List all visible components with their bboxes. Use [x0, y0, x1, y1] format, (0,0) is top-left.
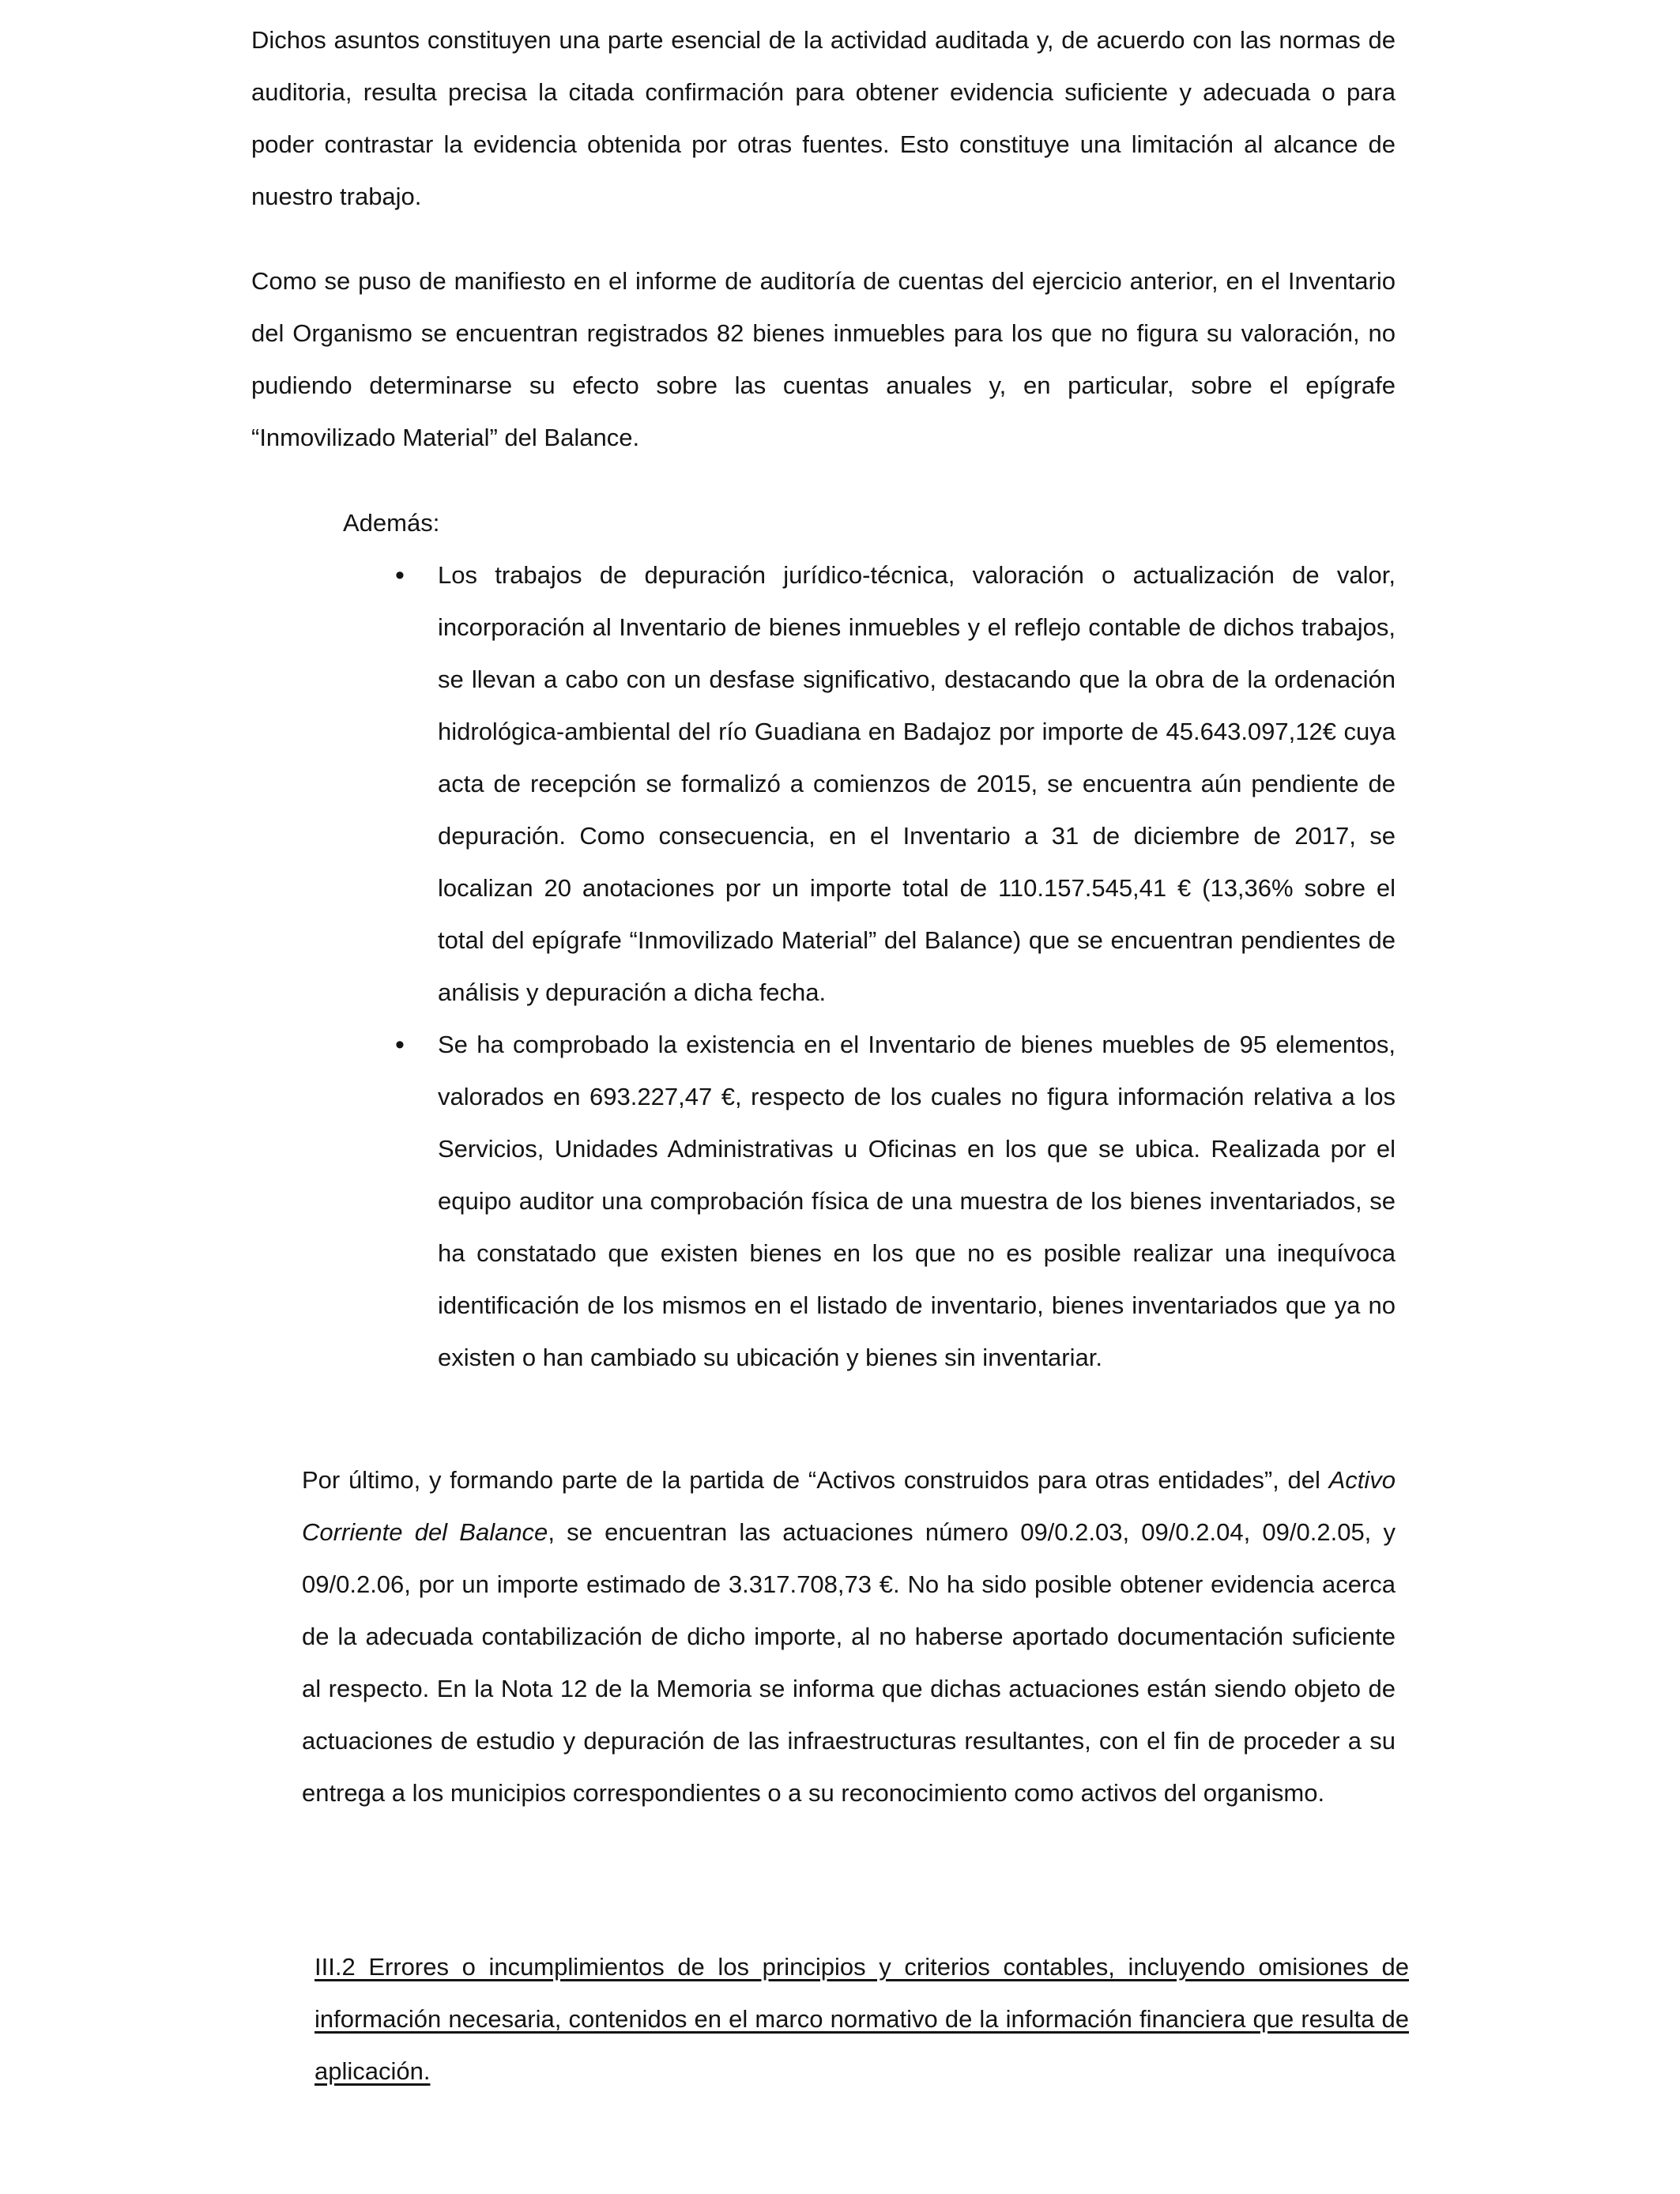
paragraph-text: , se encuentran las actuaciones número 09/0.2.03, 09/0.2.04, 09/0.2.05, y 09/0.2.06, por un importe estimado de 3.317.708,73 €. No ha sido posible obtener evidencia acerca de la adecuada contabilización de dicho importe, al no haberse aportado documentación suficiente al respecto. En la Nota 12 de la Memoria se informa que dichas actuaciones están siendo objeto de actuaciones de estudio y depuración de las infraestructuras resultantes, con el fin de proceder a su entrega a los municipios correspondientes o a su reconocimiento como activos del organismo.	[302, 1518, 1396, 1807]
list-item-text: Se ha comprobado la existencia en el Inventario de bienes muebles de 95 elementos, valorados en 693.227,47 €, respecto de los cuales no figura información relativa a los Servicios, Unidades Administrativas u Oficinas en los que se ubica. Realizada por el equipo auditor una comprobación física de una muestra de los bienes inventariados, se ha constatado que existen bienes en los que no es posible realizar una inequívoca identificación de los mismos en el listado de inventario, bienes inventariados que ya no existen o han cambiado su ubicación y bienes sin inventariar.	[438, 1031, 1396, 1371]
list-item-text: Los trabajos de depuración jurídico-técnica, valoración o actualización de valor, incorporación al Inventario de bienes inmuebles y el reflejo contable de dichos trabajos, se llevan a cabo con un desfase significativo, destacando que la obra de la ordenación hidrológica-ambiental del río Guadiana en Badajoz por importe de 45.643.097,12€ cuya acta de recepción se formalizó a comienzos de 2015, se encuentra aún pendiente de depuración. Como consecuencia, en el Inventario a 31 de diciembre de 2017, se localizan 20 anotaciones por un importe total de 110.157.545,41 € (13,36% sobre el total del epígrafe “Inmovilizado Material” del Balance) que se encuentran pendientes de análisis y depuración a dicha fecha.	[438, 561, 1396, 1006]
list-item-depuracion	[387, 549, 1396, 1019]
paragraph-text: Por último, y formando parte de la partida de “Activos construidos para otras entidades”, del	[302, 1466, 1329, 1494]
paragraph-activos-construidos	[302, 1454, 1396, 1819]
findings-list	[387, 549, 1396, 1384]
list-item-bienes-muebles	[387, 1019, 1396, 1384]
bullet-icon: •	[395, 560, 405, 590]
section-heading: III.2 Errores o incumplimientos de los principios y criterios contables, incluyendo omisiones de información necesaria, contenidos en el marco normativo de la información financiera que resulta de aplicación.	[315, 1953, 1409, 2085]
paragraph-audit-limitation: Dichos asuntos constituyen una parte esencial de la actividad auditada y, de acuerdo con las normas de auditoria, resulta precisa la citada confirmación para obtener evidencia suficiente y adecuada o para poder contrastar la evidencia obtenida por otras fuentes. Esto constituye una limitación al alcance de nuestro trabajo.	[251, 26, 1396, 210]
italic-term: Activo Corriente del Balance	[302, 1466, 1396, 1546]
bullet-icon: •	[395, 1030, 405, 1060]
ademas-label: Además:	[343, 509, 440, 537]
paragraph-inventory-valuation: Como se puso de manifiesto en el informe de auditoría de cuentas del ejercicio anterior, en el Inventario del Organismo se encuentran registrados 82 bienes inmuebles para los que no figura su valoración, no pudiendo determinarse su efecto sobre las cuentas anuales y, en particular, sobre el epígrafe “Inmovilizado Material” del Balance.	[251, 267, 1396, 451]
